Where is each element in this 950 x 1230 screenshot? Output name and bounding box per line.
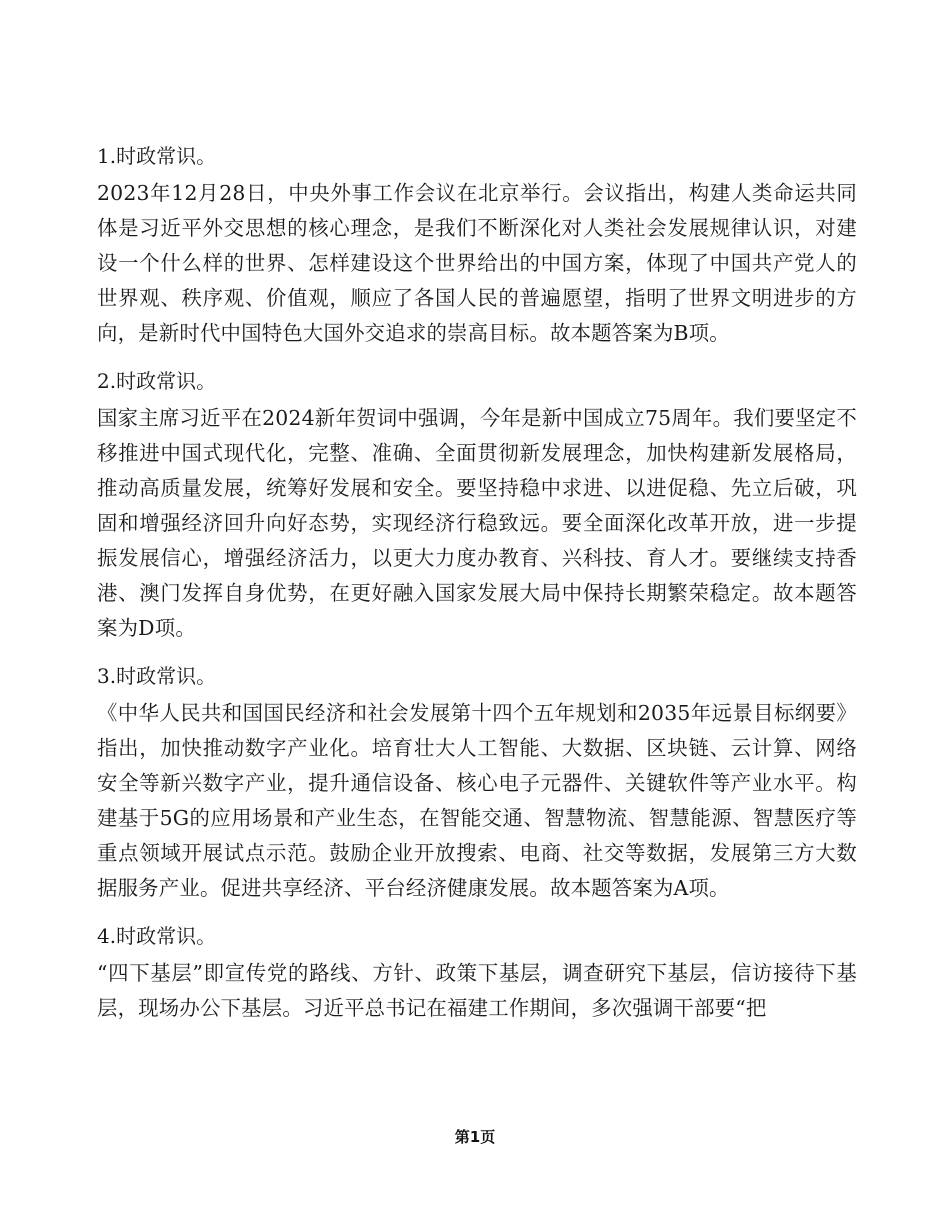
section-2 xyxy=(97,365,857,646)
section-paragraph: 国家主席习近平在2024新年贺词中强调，今年是新中国成立75周年。我们要坚定不移推进中国式现代化，完整、准确、全面贯彻新发展理念，加快构建新发展格局，推动高质量发展，统筹好发展和安全。要坚持稳中求进、以进促稳、先立后破，巩固和增强经济回升向好态势，实现经济行稳致远。要全面深化改革开放，进一步提振发展信心，增强经济活力，以更大力度办教育、兴科技、育人才。要继续支持香港、澳门发挥自身优势，在更好融入国家发展大局中保持长期繁荣稳定。故本题答案为D项。 xyxy=(97,406,857,640)
section-title: 1.时政常识。 xyxy=(97,144,217,168)
section-title: 4.时政常识。 xyxy=(97,924,217,948)
section-3 xyxy=(97,660,857,906)
page-number: 第1页 xyxy=(454,1128,496,1146)
section-1 xyxy=(97,140,857,351)
section-paragraph: 2023年12月28日，中央外事工作会议在北京举行。会议指出，构建人类命运共同体是习近平外交思想的核心理念，是我们不断深化对人类社会发展规律认识，对建设一个什么样的世界、怎样建设这个世界给出的中国方案，体现了中国共产党人的世界观、秩序观、价值观，顺应了各国人民的普遍愿望，指明了世界文明进步的方向，是新时代中国特色大国外交追求的崇高目标。故本题答案为B项。 xyxy=(97,181,857,345)
document-page xyxy=(97,140,857,1026)
section-paragraph: “四下基层”即宣传党的路线、方针、政策下基层，调查研究下基层，信访接待下基层，现场办公下基层。习近平总书记在福建工作期间，多次强调干部要“把 xyxy=(97,961,857,1020)
section-4 xyxy=(97,920,857,1026)
section-title: 2.时政常识。 xyxy=(97,369,217,393)
section-title: 3.时政常识。 xyxy=(97,664,217,688)
section-paragraph: 《中华人民共和国国民经济和社会发展第十四个五年规划和2035年远景目标纲要》指出，加快推动数字产业化。培育壮大人工智能、大数据、区块链、云计算、网络安全等新兴数字产业，提升通信设备、核心电子元器件、关键软件等产业水平。构建基于5G的应用场景和产业生态，在智能交通、智慧物流、智慧能源、智慧医疗等重点领域开展试点示范。鼓励企业开放搜索、电商、社交等数据，发展第三方大数据服务产业。促进共享经济、平台经济健康发展。故本题答案为A项。 xyxy=(97,701,857,900)
